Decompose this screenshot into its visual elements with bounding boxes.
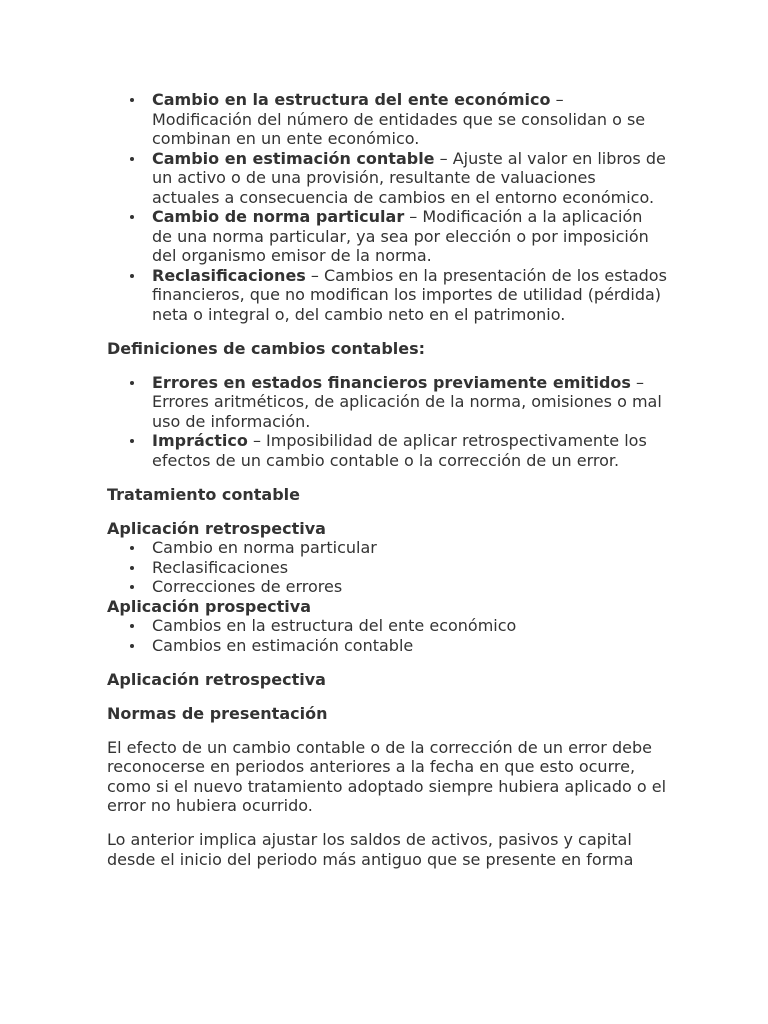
list-item-desc: – Modificación a la aplicación de una norma particular, ya sea por elección o por imposición del organismo emisor de la norma. <box>152 207 649 265</box>
list-item <box>152 90 667 149</box>
paragraph: El efecto de un cambio contable o de la corrección de un error debe reconocerse en periodos anteriores a la fecha en que esto ocurre, como si el nuevo tratamiento adoptado siempre hubiera aplicado o el error no hubiera ocurrido. <box>107 737 667 815</box>
list-item: Correcciones de errores <box>152 577 667 597</box>
presentation-norms-heading: Normas de presentación <box>107 703 328 723</box>
retrospective-heading-2: Aplicación retrospectiva <box>107 669 326 689</box>
list-item <box>152 431 667 470</box>
list-item <box>152 266 667 325</box>
list-item-desc: – Imposibilidad de aplicar retrospectivamente los efectos de un cambio contable o la corrección de un error. <box>152 431 647 470</box>
retrospective-heading: Aplicación retrospectiva <box>107 518 326 538</box>
prospective-heading: Aplicación prospectiva <box>107 596 312 616</box>
paragraph: Lo anterior implica ajustar los saldos de activos, pasivos y capital desde el inicio del periodo más antiguo que se presente en forma <box>107 830 634 869</box>
definitions-list <box>107 373 667 471</box>
list-item <box>152 149 667 208</box>
list-item <box>152 373 667 432</box>
list-item-term: Cambio en estimación contable <box>152 148 435 168</box>
prospective-list <box>107 616 667 655</box>
treatment-heading: Tratamiento contable <box>107 484 300 504</box>
list-item-desc: – Ajuste al valor en libros de un activo o de una provisión, resultante de valuaciones actuales a consecuencia de cambios en el entorno económico. <box>152 148 666 207</box>
list-item-term: Cambio en la estructura del ente económico <box>152 90 551 109</box>
list-item: Cambio en norma particular <box>152 538 667 558</box>
list-item: Reclasificaciones <box>152 558 667 578</box>
change-types-list <box>107 90 667 324</box>
list-item-term: Reclasificaciones <box>152 265 306 285</box>
retrospective-list <box>107 538 667 597</box>
list-item-desc: – Cambios en la presentación de los estados financieros, que no modifican los importes de utilidad (pérdida) neta o integral o, del cambio neto en el patrimonio. <box>152 265 667 324</box>
list-item: Cambios en estimación contable <box>152 636 667 656</box>
document-page <box>107 90 667 869</box>
list-item <box>152 207 667 266</box>
list-item: Cambios en la estructura del ente económico <box>152 616 667 636</box>
list-item-term: Impráctico <box>152 431 248 450</box>
definitions-heading: Definiciones de cambios contables: <box>107 338 426 358</box>
list-item-term: Errores en estados financieros previamente emitidos <box>152 372 631 392</box>
list-item-desc: – Modificación del número de entidades que se consolidan o se combinan en un ente económico. <box>152 90 646 148</box>
list-item-desc: – Errores aritméticos, de aplicación de la norma, omisiones o mal uso de información. <box>152 372 662 431</box>
list-item-term: Cambio de norma particular <box>152 207 405 226</box>
